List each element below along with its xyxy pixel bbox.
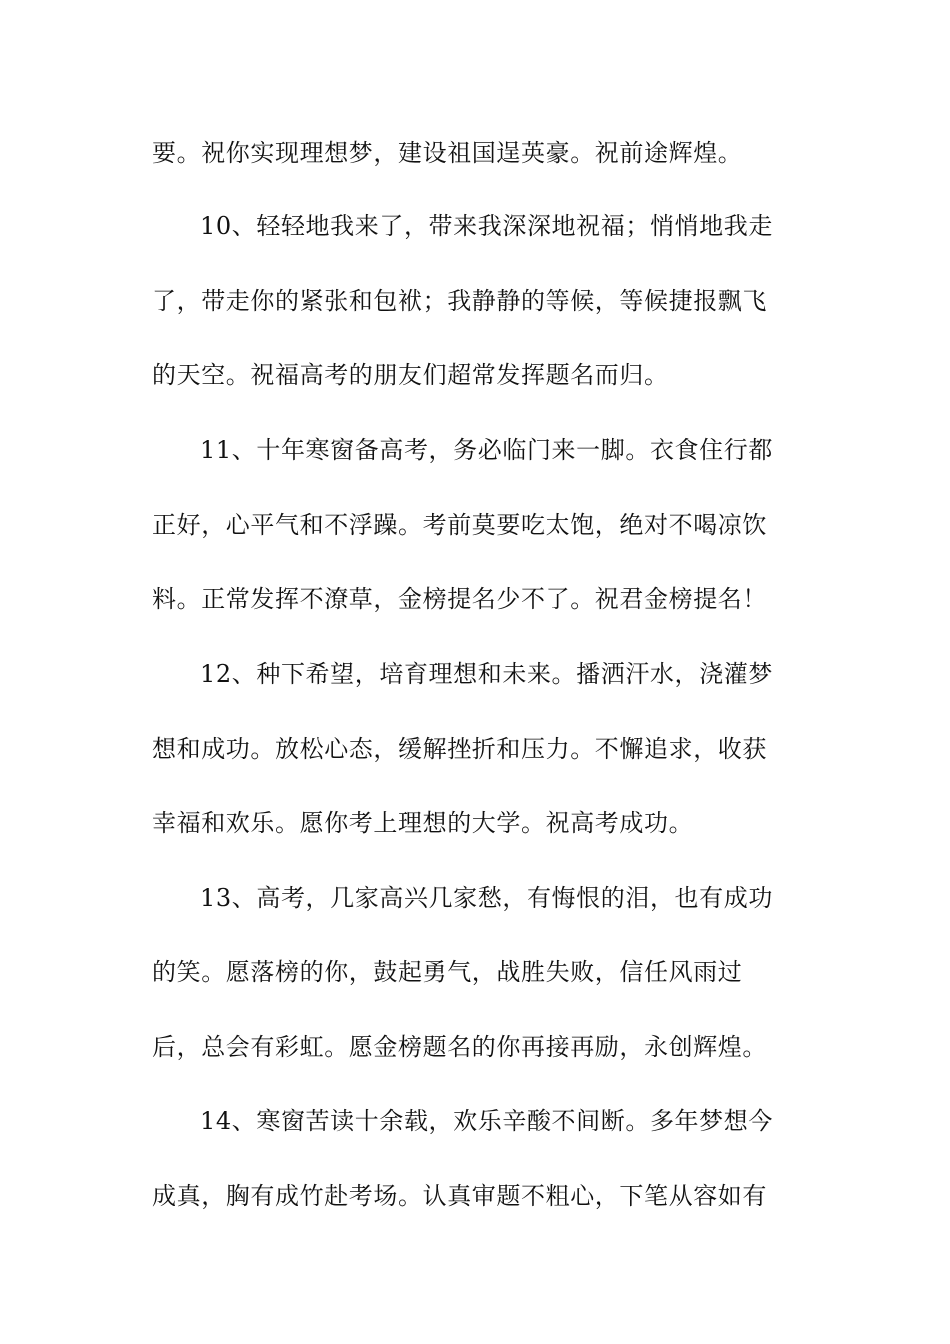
paragraph-12-first-line: 12、种下希望，培育理想和未来。播洒汗水，浇灌梦	[200, 660, 773, 688]
text-line: 想和成功。放松心态，缓解挫折和压力。不懈追求，收获	[152, 735, 767, 763]
paragraph-10-first-line: 10、轻轻地我来了，带来我深深地祝福；悄悄地我走	[200, 212, 773, 240]
text-line: 后，总会有彩虹。愿金榜题名的你再接再励，永创辉煌。	[152, 1033, 767, 1061]
text-line: 正好，心平气和不浮躁。考前莫要吃太饱，绝对不喝凉饮	[152, 511, 767, 539]
text-line: 幸福和欢乐。愿你考上理想的大学。祝高考成功。	[152, 809, 694, 837]
text-line: 成真，胸有成竹赴考场。认真审题不粗心，下笔从容如有	[152, 1182, 767, 1210]
paragraph-14-first-line: 14、寒窗苦读十余载，欢乐辛酸不间断。多年梦想今	[200, 1107, 773, 1135]
text-line: 的天空。祝福高考的朋友们超常发挥题名而归。	[152, 361, 669, 389]
text-line: 料。正常发挥不潦草，金榜提名少不了。祝君金榜提名！	[152, 585, 767, 613]
text-line: 了，带走你的紧张和包袱；我静静的等候，等候捷报飘飞	[152, 287, 767, 315]
text-line: 要。祝你实现理想梦，建设祖国逞英豪。祝前途辉煌。	[152, 139, 743, 167]
paragraph-11-first-line: 11、十年寒窗备高考，务必临门来一脚。衣食住行都	[200, 436, 773, 464]
paragraph-13-first-line: 13、高考，几家高兴几家愁，有悔恨的泪，也有成功	[200, 884, 773, 912]
text-line: 的笑。愿落榜的你，鼓起勇气，战胜失败，信任风雨过	[152, 958, 743, 986]
